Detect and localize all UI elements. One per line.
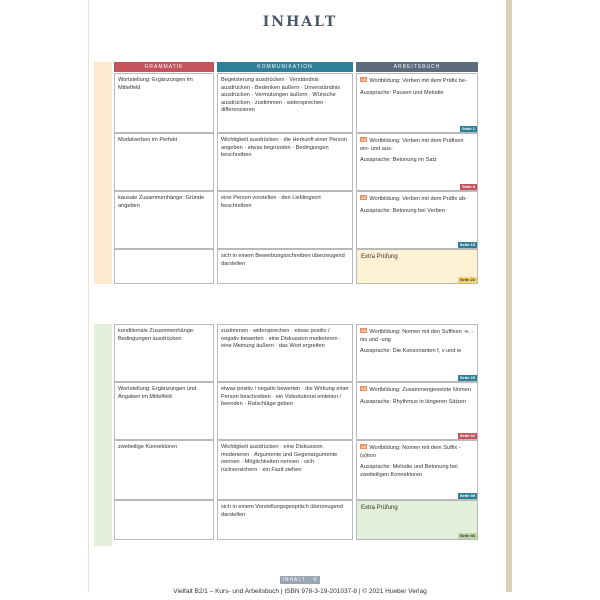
ab-tag-icon: AB [361,386,367,391]
grammatik-cell: Modalverben im Perfekt [114,133,214,191]
ab-tag-icon: AB [361,77,367,82]
kommunikation-cell: Wichtigkeit ausdrücken · eine Diskussion moderieren · Argumente und Gegenargumente nennen · Möglichkeiten nennen · sich rückversichern · ein Fazit ziehen [217,440,353,500]
grammatik-cell: konditionale Zusammenhänge: Bedingungen ausdrücken [114,324,214,382]
ab-aussprache: Aussprache: Betonung im Satz [360,157,437,164]
header-grammatik: GRAMMATIK [114,62,214,72]
ab-wortbildung: Wortbildung: Verben mit dem Präfixen ein- und aus- [360,138,464,152]
ab-tag-icon: AB [361,195,367,200]
page-ref[interactable]: Seite 1 [462,126,475,131]
ab-tag-icon: AB [361,137,367,142]
page-ref[interactable]: Seite 32 [459,433,475,438]
page-title: INHALT [262,14,338,30]
ab-tag-icon: AB [361,444,367,449]
kommunikation-cell: Begeisterung ausdrücken · Verständnis ausdrücken · Bedenken äußern · Unverständnis ausdrücken · Vermutungen äußern · Wünsche ausdrücken · zustimmen · widersprechen · differenzieren [217,73,353,133]
arbeitsbuch-cell [356,382,478,440]
grammatik-cell [114,249,214,284]
ab-wortbildung: Wortbildung: Nomen mit den Suffixen -e, -nis und -ung [360,329,474,343]
page-ref[interactable]: Seite 39 [459,493,475,498]
grammatik-cell: Wortstellung: Ergänzungen und Angaben im Mittelfeld [114,382,214,440]
grammatik-cell: Wortstellung: Ergänzungen im Mittelfeld [114,73,214,133]
arbeitsbuch-cell [356,133,478,191]
ab-tag-icon: AB [361,328,367,333]
kommunikation-cell: sich in einem Bewerbungsschreiben überzeugend darstellen [217,249,353,284]
arbeitsbuch-cell [356,440,478,500]
extra-pruefung-label: Extra Prüfung [361,505,398,511]
ab-wortbildung: Wortbildung: Zusammengesetzte Nomen [369,387,471,393]
kommunikation-cell: eine Person vorstellen · den Lieblingsort beschreiben [217,191,353,249]
kommunikation-cell: Wichtigkeit ausdrücken · die Herkunft einer Person angeben · etwas begründen · Bedingungen beschreiben [217,133,353,191]
kommunikation-cell: sich in einem Vorstellungsgespräch überzeugend darstellen [217,500,353,540]
page-number-tag: INHALT · V [280,576,320,584]
page-ref[interactable]: Seite 8 [462,184,475,189]
arbeitsbuch-cell [356,191,478,249]
arbeitsbuch-cell [356,324,478,382]
grammatik-cell: kausale Zusammenhänge: Gründe angeben [114,191,214,249]
page-ref[interactable]: Seite 15 [459,242,475,247]
ab-aussprache: Aussprache: Die Konsonanten f, v und w [360,348,462,355]
ab-aussprache: Aussprache: Melodie und Betonung bei zweiteiligen Konnektoren [360,464,458,478]
ab-wortbildung: Wortbildung: Verben mit dem Präfix ab- [369,196,467,202]
page-ref[interactable]: Seite 22 [459,277,475,282]
page-ref[interactable]: Seite 25 [459,375,475,380]
header-arbeitsbuch: ARBEITSBUCH [356,62,478,72]
arbeitsbuch-cell [356,73,478,133]
extra-pruefung-cell [356,500,478,540]
extra-pruefung-cell [356,249,478,284]
extra-pruefung-label: Extra Prüfung [361,254,398,260]
grammatik-cell: zweiteilige Konnektoren [114,440,214,500]
header-kommunikation: KOMMUNIKATION [217,62,353,72]
ab-wortbildung: Wortbildung: Verben mit dem Präfix be- [369,78,467,84]
ab-aussprache: Aussprache: Pausen und Melodie [360,89,444,96]
ab-aussprache: Aussprache: Betonung bei Verben [360,207,445,214]
footer-credit: Vielfalt B2/1 – Kurs- und Arbeitsbuch | ISBN 978-3-19-201037-8 | © 2021 Hueber Verlag [173,588,427,595]
ab-aussprache: Aussprache: Rhythmus in längeren Sätzen [360,398,467,405]
kommunikation-cell: etwas positiv / negativ bewerten · die Wirkung einer Person beschreiben · ein Videotutorial einleiten / beenden · Ratschläge geben [217,382,353,440]
grammatik-cell [114,500,214,540]
section-strip-green [94,324,112,546]
ab-wortbildung: Wortbildung: Nomen mit dem Suffix -(a)tion [360,445,461,459]
page-ref[interactable]: Seite 46 [459,533,475,538]
section-strip-orange [94,62,112,284]
kommunikation-cell: zustimmen · widersprechen · etwas positiv / negativ bewerten · eine Diskussion moderieren · eine Meinung äußern · das Wort ergreifen [217,324,353,382]
